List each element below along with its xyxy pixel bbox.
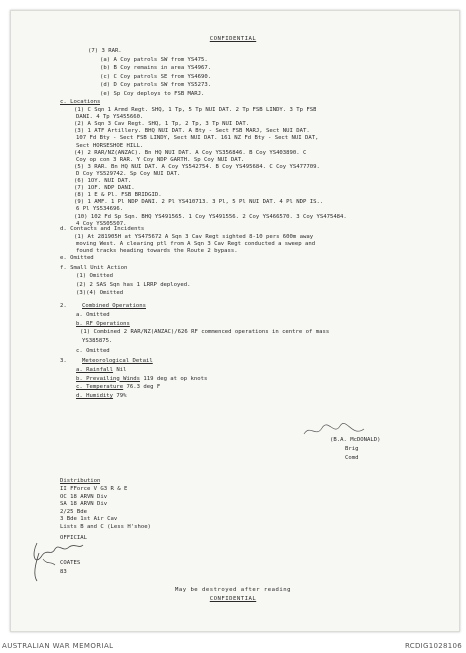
location-line: (5) 3 RAR. Bn HQ NUI DAT. A Coy YS542754. B Coy YS495684. C Coy YS477709. xyxy=(74,163,320,170)
location-line: (4) 2 RAR/NZ(ANZAC). Bn HQ NUI DAT. A Coy YS356846. B Coy YS403890. C xyxy=(74,149,307,156)
met-item: a. Rainfall Nil xyxy=(76,367,127,373)
small-unit-heading: f. Small Unit Action xyxy=(60,265,128,271)
small-unit-line: (2) 2 SAS Sqn has 1 LRRP deployed. xyxy=(76,281,191,288)
location-line: 107 Fd Bty - Sect FSB LINDY, Sect NUI DAT. 161 NZ Fd Bty - Sect NUI DAT, xyxy=(76,135,319,142)
small-unit-line: (1) Omitted xyxy=(76,273,114,279)
rf-ops-line: (1) Combined 2 RAR/NZ(ANZAC)/626 RF commenced operations in centre of mass xyxy=(80,329,330,335)
location-line: (2) A Sqn 3 Cav Regt. SHQ, 1 Tp, 2 Tp, 3 Tp NUI DAT. xyxy=(74,121,250,128)
omitted-e: e. Omitted xyxy=(60,255,94,261)
combined-ops-a: a. Omitted xyxy=(76,312,110,318)
distribution-line: II FForce V G3 R & E xyxy=(60,486,128,492)
section-2-number: 2. xyxy=(60,303,67,309)
location-line: D Coy YS529742. Sp Coy NUI DAT. xyxy=(76,170,181,177)
location-line: (10) 102 Fd Sp Sqn. BHQ YS491565. 1 Coy YS491556. 2 Coy YS466570. 3 Coy YS475484. xyxy=(74,213,347,220)
distribution-line: 3 Bde 1st Air Cav xyxy=(60,516,118,523)
distribution-heading: Distribution xyxy=(60,478,101,484)
signatory-appointment: Comd xyxy=(345,455,359,461)
contacts-heading: d. Contacts and Incidents xyxy=(60,226,145,232)
section1-line: (c) C Coy patrols SE from YS4690. xyxy=(100,73,212,80)
section1-line: (d) D Coy patrols SW from YS5273. xyxy=(100,82,212,88)
location-line: Sect HORSESHOE HILL. xyxy=(76,142,144,149)
location-line: (3) 1 ATF Artillery. BHQ NUI DAT. A Bty - Sect FSB MARJ, Sect NUI DAT. xyxy=(74,128,310,135)
location-line: (6) 1OY. NUI DAT. xyxy=(74,178,132,184)
rf-ops-heading: b. RF Operations xyxy=(76,321,130,327)
location-line: 6 Pl YS534696. xyxy=(76,206,124,213)
official-number: 83 xyxy=(60,569,67,575)
small-unit-line: (3)(4) Omitted xyxy=(76,290,124,296)
distribution-line: SA 18 ARVN Div xyxy=(60,501,108,508)
distribution-line: 2/25 Bde xyxy=(60,508,87,515)
section-3-number: 3. xyxy=(60,358,67,364)
combined-ops-heading: Combined Operations xyxy=(82,303,146,309)
signatory-rank: Brig xyxy=(345,446,359,452)
classification-top: CONFIDENTIAL xyxy=(209,36,257,42)
rf-ops-line: YS385875. xyxy=(82,337,113,344)
location-line: (9) 1 AMF. 1 Pl NDP DANI. 2 Pl YS410713. 3 Pl, 5 Pl NUI DAT. 4 Pl NDP IS.. xyxy=(74,199,324,206)
met-item: c. Temperature 76.3 deg F xyxy=(76,384,161,391)
location-line: Coy op con 3 RAR. Y Coy NDP GARTH. Sp Coy NUI DAT. xyxy=(76,156,245,163)
official-label: OFFICIAL xyxy=(60,535,87,541)
archive-name: AUSTRALIAN WAR MEMORIAL xyxy=(2,642,114,650)
archive-id: RCDIG1028106 xyxy=(404,642,462,650)
met-heading: Meteorological Detail xyxy=(82,358,153,364)
distribution-line: Lists B and C (Less H'shoe) xyxy=(60,524,151,530)
met-item: b. Prevailing Winds 119 deg at op knots xyxy=(76,375,208,382)
classification-bottom: CONFIDENTIAL xyxy=(209,596,257,602)
combined-ops-c: c. Omitted xyxy=(76,348,110,354)
archive-footer xyxy=(0,640,466,653)
official-name: COATES xyxy=(60,560,81,566)
location-line: (7) 1OF. NDP DANI. xyxy=(74,185,135,192)
contact-line: found tracks heading towards the Route 2 bypass. xyxy=(76,248,238,255)
location-line: (1) C Sqn 1 Armd Regt. SHQ, 1 Tp, 5 Tp NUI DAT. 2 Tp FSB LINDY. 3 Tp FSB xyxy=(74,107,317,113)
contact-line: moving West. A clearing ptl from A Sqn 3 Cav Regt conducted a sweep and xyxy=(76,241,316,248)
locations-heading: c. Locations xyxy=(60,99,101,105)
signatory-name: (B.A. McDONALD) xyxy=(330,437,381,443)
section1-line: (a) A Coy patrols SW from YS475. xyxy=(100,56,208,63)
section1-line: (b) B Coy remains in area YS4967. xyxy=(100,65,212,71)
location-line: DANI. 4 Tp YS455660. xyxy=(76,114,144,121)
destroy-note: May be destroyed after reading xyxy=(174,587,292,593)
location-line: (8) 1 E & Pl. FSB BRIDGID. xyxy=(74,192,162,199)
section1-line: (7) 3 RAR. xyxy=(88,48,122,54)
contact-line: (1) At 281905H at YS475672 A Sqn 3 Cav Regt sighted 8-10 pers 600m away xyxy=(74,234,314,240)
location-line: 4 Coy YS505507. xyxy=(76,220,127,227)
met-item: d. Humidity 79% xyxy=(76,392,127,399)
section1-line: (e) Sp Coy deploys to FSB MARJ. xyxy=(100,90,205,97)
distribution-line: OC 18 ARVN Div xyxy=(60,493,108,500)
